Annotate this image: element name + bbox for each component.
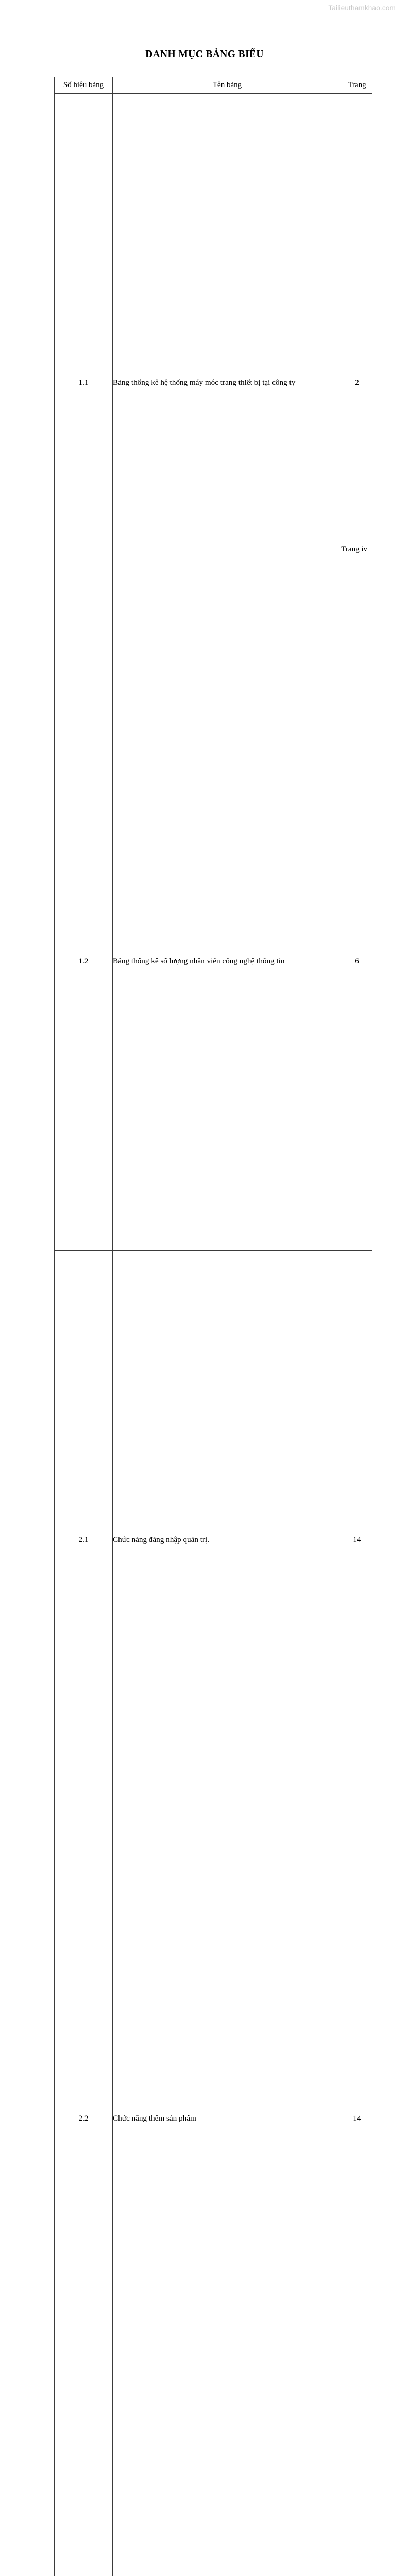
list-of-tables [54, 77, 372, 2576]
cell-table-name: Bảng thống kê hệ thống máy móc trang thiết bị tại công ty [113, 94, 342, 672]
cell-page-number: 6 [342, 672, 372, 1251]
table-row [55, 1251, 372, 1829]
cell-table-name: Bảng thống kê số lượng nhân viên công nghệ thông tin [113, 672, 342, 1251]
cell-table-number: 2.1 [55, 1251, 113, 1829]
cell-page-number: 14 [342, 1829, 372, 2408]
cell-table-number: 2.2 [55, 1829, 113, 2408]
cell-page-number: 14 [342, 1251, 372, 1829]
cell-table-name: Chức năng đăng nhập quản trị. [113, 1251, 342, 1829]
cell-table-name [113, 2408, 342, 2576]
table-row [55, 94, 372, 672]
page-footer: Trang iv [0, 545, 409, 554]
site-watermark: Tailieuthamkhao.com [328, 4, 396, 12]
table-row [55, 672, 372, 1251]
cell-page-number [342, 2408, 372, 2576]
column-header-number: Số hiệu bảng [55, 77, 113, 94]
cell-table-number: 1.2 [55, 672, 113, 1251]
cell-page-number: 2 [342, 94, 372, 672]
cell-table-number: 1.1 [55, 94, 113, 672]
document-page [0, 0, 409, 579]
table-header [55, 77, 372, 94]
cell-table-number [55, 2408, 113, 2576]
table-row [55, 1829, 372, 2408]
table-header-row [55, 77, 372, 94]
table-row [55, 2408, 372, 2576]
column-header-page: Trang [342, 77, 372, 94]
cell-table-name: Chức năng thêm sản phẩm [113, 1829, 342, 2408]
tables-index-table [54, 77, 372, 2576]
column-header-name: Tên bảng [113, 77, 342, 94]
table-body [55, 94, 372, 2576]
page-title: DANH MỤC BẢNG BIỂU [0, 49, 409, 60]
